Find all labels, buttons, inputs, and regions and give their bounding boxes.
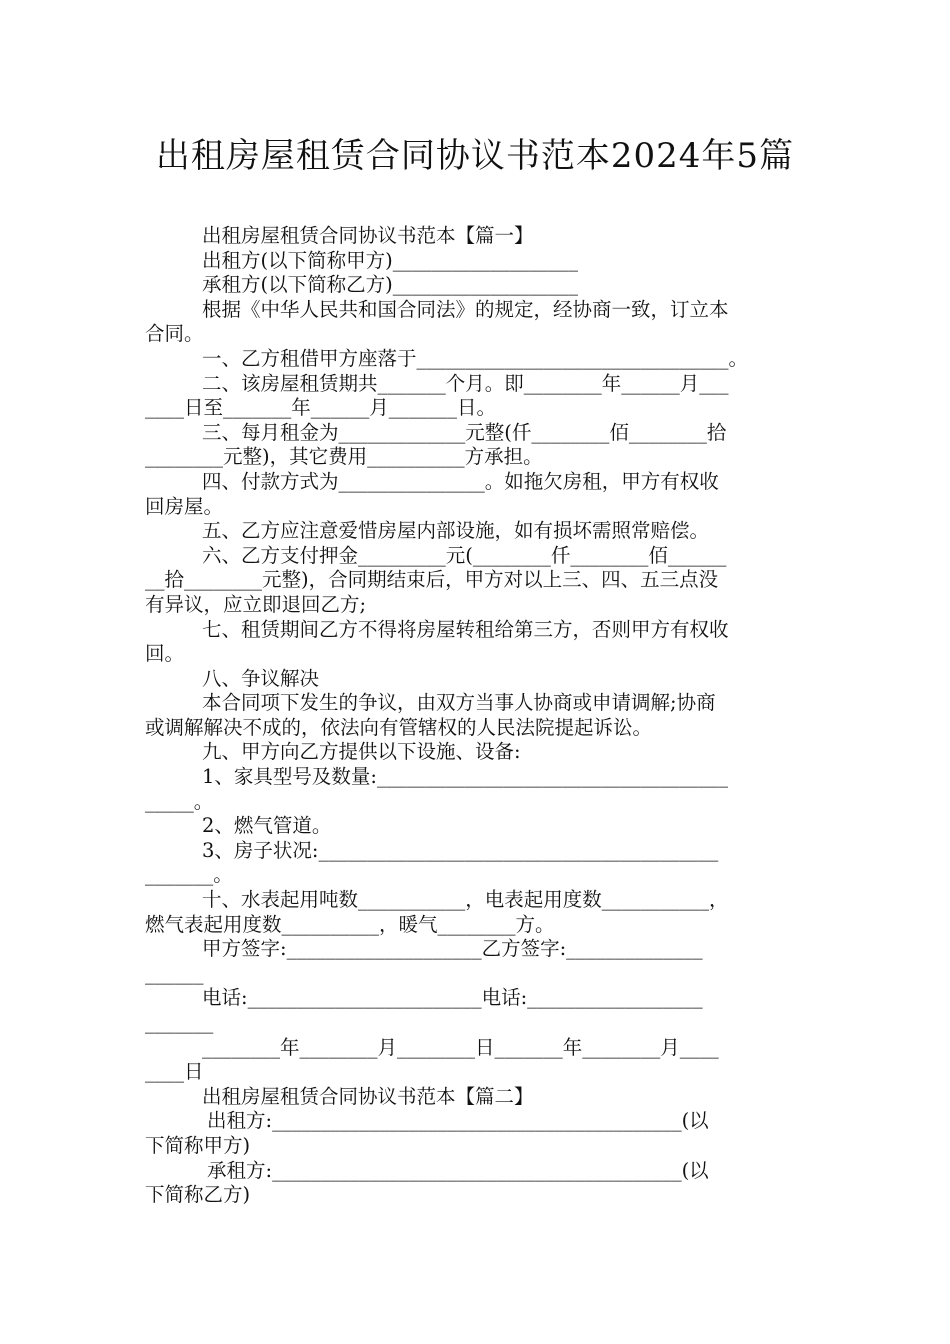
paragraph-line: 下简称乙方) [145, 1183, 251, 1207]
paragraph-line: __拾________元整)，合同期结束后，甲方对以上三、四、五三点没 [145, 568, 719, 592]
paragraph-line: 有异议，应立即退回乙方; [145, 592, 367, 616]
paragraph-line: 合同。 [145, 322, 204, 346]
paragraph-line: ____日 [145, 1060, 204, 1084]
paragraph-line: _______ [145, 1011, 214, 1034]
paragraph-line: 七、租赁期间乙方不得将房屋转租给第三方，否则甲方有权收 [202, 617, 729, 641]
paragraph-line: 六、乙方支付押金_________元(________仟________佰______ [202, 543, 727, 567]
document-body [145, 224, 810, 1208]
paragraph-line: 九、甲方向乙方提供以下设施、设备: [202, 740, 521, 764]
paragraph-line: 2、燃气管道。 [202, 814, 332, 838]
paragraph-line: 十、水表起用吨数___________，电表起用度数___________， [202, 888, 729, 912]
paragraph-line: 五、乙方应注意爱惜房屋内部设施，如有损坏需照常赔偿。 [202, 519, 710, 543]
paragraph-line: 回房屋。 [145, 494, 224, 518]
paragraph-line: 四、付款方式为_______________。如拖欠房租，甲方有权收 [202, 469, 719, 493]
paragraph-line: 出租方:__________________________________________(以 [207, 1109, 709, 1133]
paragraph-line: 电话:________________________电话:__________________ [202, 986, 703, 1010]
paragraph-line: 承租方(以下简称乙方)___________________ [202, 273, 578, 297]
paragraph-line: 二、该房屋租赁期共_______个月。即________年______月___ [202, 371, 729, 395]
paragraph-line: 甲方签字:____________________乙方签字:______________ [202, 937, 703, 961]
paragraph-line: ____日至_______年______月_______日。 [145, 396, 497, 420]
paragraph-line: 或调解解决不成的，依法向有管辖权的人民法院提起诉讼。 [145, 715, 653, 739]
paragraph-line: 出租方(以下简称甲方)___________________ [202, 248, 578, 272]
paragraph-line: ________年________月________日_______年________月____ [202, 1035, 719, 1059]
paragraph-line: 八、争议解决 [202, 666, 320, 690]
paragraph-line: 1、家具型号及数量:____________________________________ [202, 765, 728, 789]
paragraph-line: 回。 [145, 642, 185, 666]
paragraph-line: 出租房屋租赁合同协议书范本【篇二】 [202, 1084, 534, 1108]
paragraph-line: 承租方:__________________________________________(以 [207, 1158, 709, 1182]
document-title: 出租房屋租赁合同协议书范本2024年5篇 [155, 136, 795, 176]
paragraph-line: 根据《中华人民共和国合同法》的规定，经协商一致，订立本 [202, 297, 729, 321]
paragraph-line: 本合同项下发生的争议，由双方当事人协商或申请调解;协商 [202, 691, 716, 715]
paragraph-line: 3、房子状况:_________________________________________ [202, 838, 719, 862]
paragraph-line: 三、每月租金为_____________元整(仟________佰________拾 [202, 420, 727, 444]
paragraph-line: 一、乙方租借甲方座落于________________________________。 [202, 346, 749, 370]
paragraph-line: 下简称甲方) [145, 1133, 251, 1157]
paragraph-line: _______。 [145, 863, 233, 887]
paragraph-line: _____。 [145, 789, 214, 813]
paragraph-line: 出租房屋租赁合同协议书范本【篇一】 [202, 224, 534, 247]
paragraph-line: ______ [145, 961, 204, 985]
paragraph-line: ________元整)，其它费用__________方承担。 [145, 445, 543, 469]
paragraph-line: 燃气表起用度数__________，暖气________方。 [145, 912, 555, 936]
